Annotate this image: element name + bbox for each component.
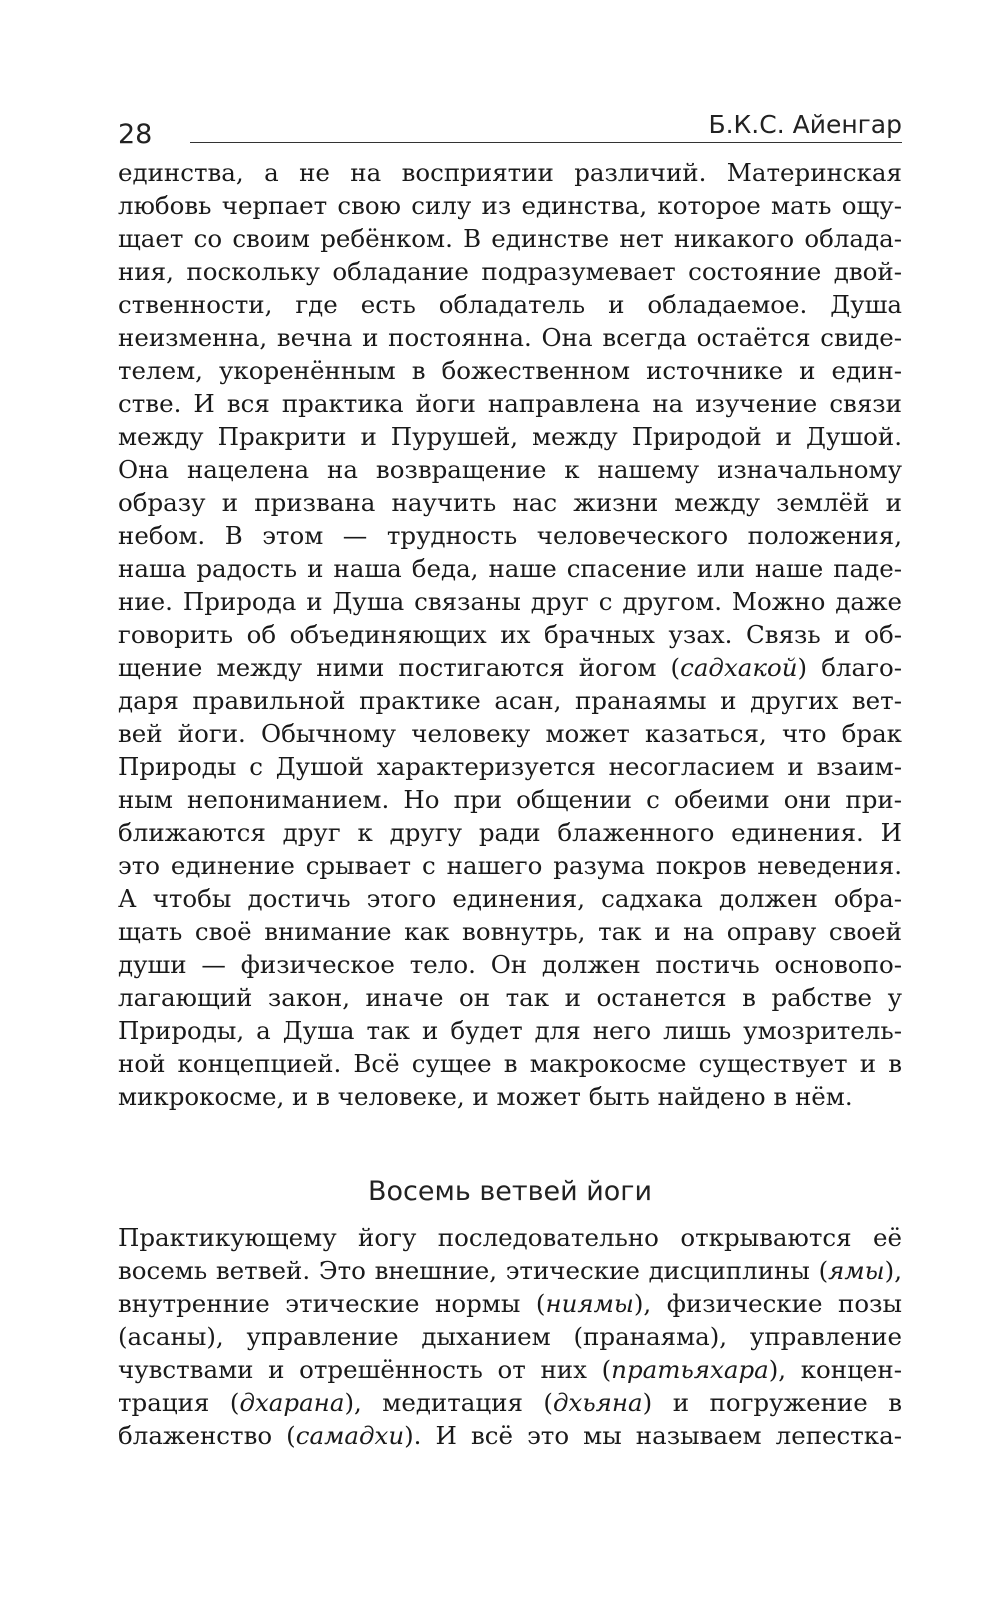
paragraph-1 [118,156,902,1113]
text-line: Природы, а Душа так и будет для него лишь умозритель- [118,1016,902,1045]
text-line: ние. Природа и Душа связаны друг с другом. Можно даже [118,587,902,616]
text-line: Практикующему йогу последовательно открываются её [118,1223,902,1252]
text-run: ), физические позы [633,1289,902,1318]
page-number: 28 [118,119,153,150]
text-run: трация ( [118,1388,240,1417]
italic-term: ниямы [545,1289,634,1318]
text-line: Природы с Душой характеризуется несогласием и взаим- [118,752,902,781]
text-line: любовь черпает свою силу из единства, которое мать ощу- [118,191,902,220]
book-page [118,0,902,1616]
text-run: ) и погружение в [642,1388,903,1417]
text-line [118,1419,902,1452]
text-line: ным непониманием. Но при общении с обеими они при- [118,785,902,814]
text-run: ), концен- [768,1355,902,1384]
text-line: это единение срывает с нашего разума покров неведения. [118,851,902,880]
italic-term: дхьяна [553,1388,643,1417]
text-run: блаженство ( [118,1421,296,1450]
text-line [118,1287,902,1320]
text-line: лагающий закон, иначе он так и останется в рабстве у [118,983,902,1012]
text-line: ближаются друг к другу ради блаженного единения. И [118,818,902,847]
text-line: микрокосме, и в человеке, и может быть найдено в нём. [118,1082,853,1111]
text-line [118,1254,902,1287]
text-line: образу и призвана научить нас жизни между землёй и [118,488,902,517]
text-run: восемь ветвей. Это внешние, этические дисциплины ( [118,1256,829,1285]
italic-term: садхакой [680,653,798,682]
text-line: ной концепцией. Всё сущее в макрокосме существует и в [118,1049,902,1078]
text-run: ), [884,1256,902,1285]
paragraph-2 [118,1221,902,1452]
text-line: щает со своим ребёнком. В единстве нет никакого облада- [118,224,902,253]
section-heading: Восемь ветвей йоги [367,1176,653,1207]
italic-term: пратьяхара [611,1355,769,1384]
text-line [118,1353,902,1386]
text-line: души — физическое тело. Он должен постичь основопо- [118,950,902,979]
text-line: между Пракрити и Пурушей, между Природой и Душой. [118,422,902,451]
text-run: внутренние этические нормы ( [118,1289,546,1318]
text-line: Она нацелена на возвращение к нашему изначальному [118,455,902,484]
text-line: ственности, где есть обладатель и обладаемое. Душа [118,290,902,319]
text-run: ). И всё это мы называем лепестка- [404,1421,903,1450]
text-line: говорить об объединяющих их брачных узах. Связь и об- [118,620,902,649]
text-line: стве. И вся практика йоги направлена на изучение связи [118,389,902,418]
text-line: наша радость и наша беда, наше спасение или наше паде- [118,554,902,583]
text-line: (асаны), управление дыханием (пранаяма), управление [118,1322,902,1351]
text-line: единства, а не на восприятии различий. Материнская [118,158,902,187]
text-run: ) благо- [797,653,902,682]
italic-term: самадхи [295,1421,405,1450]
italic-term: ямы [828,1256,885,1285]
text-run: чувствами и отрешённость от них ( [118,1355,612,1384]
text-line [118,651,902,684]
running-head [118,108,902,148]
header-rule [190,142,902,143]
text-line: небом. В этом — трудность человеческого положения, [118,521,902,550]
text-line: щать своё внимание как вовнутрь, так и на оправу своей [118,917,902,946]
text-run: ), медитация ( [344,1388,553,1417]
text-line: А чтобы достичь этого единения, садхака должен обра- [118,884,902,913]
text-line: даря правильной практике асан, пранаямы и других вет- [118,686,902,715]
text-line: неизменна, вечна и постоянна. Она всегда остаётся свиде- [118,323,902,352]
text-line: телем, укоренённым в божественном источнике и един- [118,356,902,385]
running-head-author: Б.К.С. Айенгар [708,110,902,139]
text-line: вей йоги. Обычному человеку может казаться, что брак [118,719,902,748]
text-line [118,1386,902,1419]
text-line: ния, поскольку обладание подразумевает состояние двой- [118,257,902,286]
italic-term: дхарана [239,1388,345,1417]
text-run: щение между ними постигаются йогом ( [118,653,681,682]
